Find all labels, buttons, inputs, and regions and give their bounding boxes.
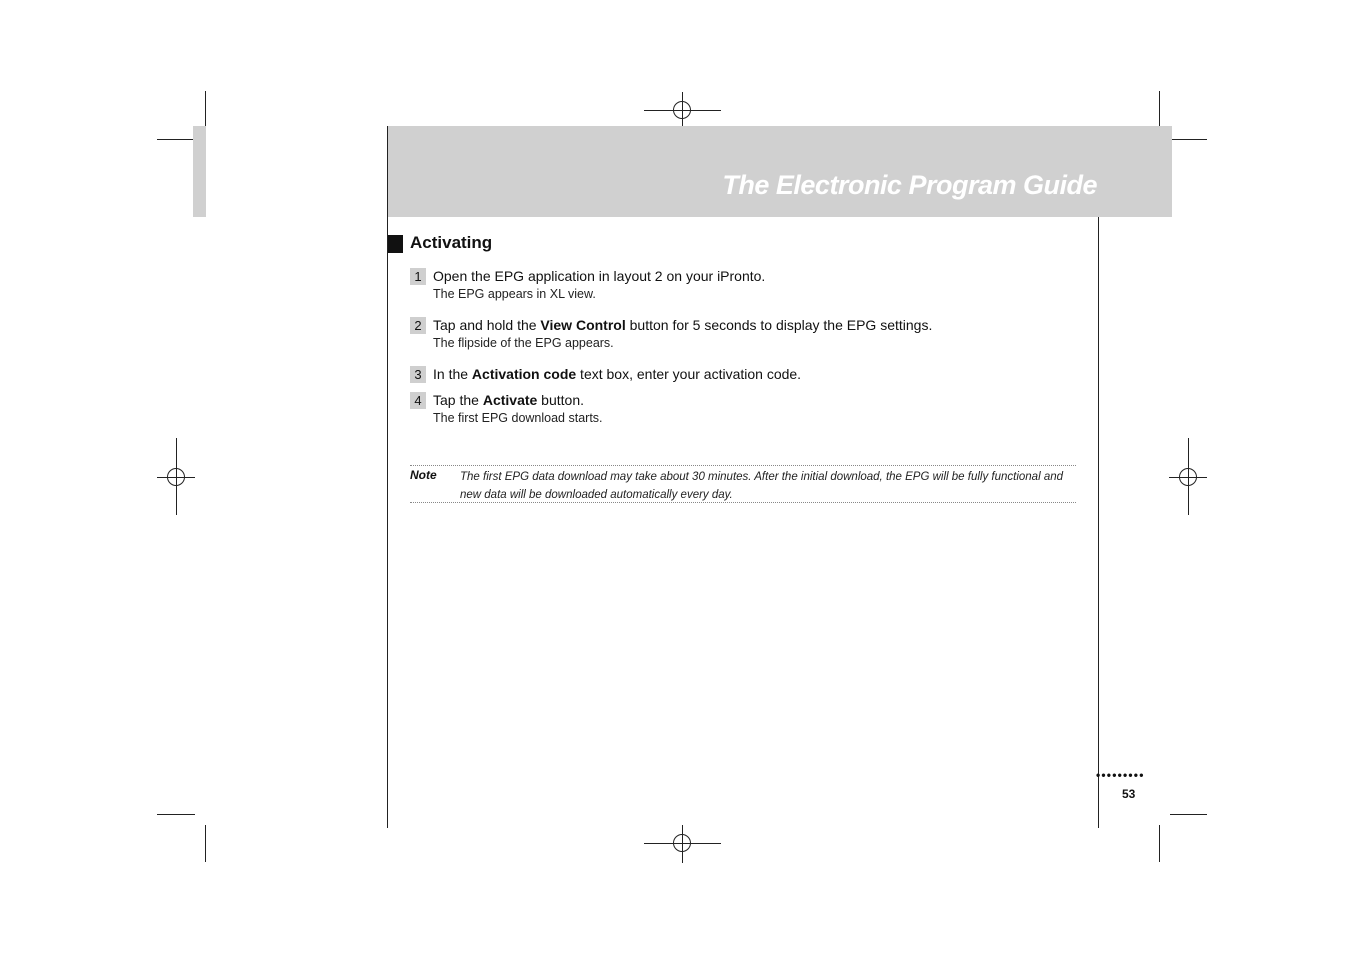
step-instruction: In the Activation code text box, enter your activation code. [433, 366, 802, 382]
header-band [388, 126, 1172, 217]
crop-mark [157, 139, 195, 140]
registration-circle-icon [167, 468, 185, 486]
step-instruction: Tap the Activate button. [433, 392, 584, 408]
step-instruction: Tap and hold the View Control button for 5 seconds to display the EPG settings. [433, 317, 933, 333]
section-title: Activating [410, 233, 493, 252]
ui-term: Activation code [471, 366, 577, 382]
registration-circle-icon [673, 834, 691, 852]
crop-mark [1170, 139, 1207, 140]
step-result: The flipside of the EPG appears. [433, 336, 614, 350]
crop-mark [205, 825, 206, 862]
crop-mark [205, 91, 206, 129]
step-instruction: Open the EPG application in layout 2 on your iPronto. [433, 268, 766, 284]
note-text: The first EPG data download may take about 30 minutes. After the initial download, the EPG will be fully functional and new data will be downloaded automatically every day. [460, 471, 1064, 501]
registration-circle-icon [1179, 468, 1197, 486]
page-title: The Electronic Program Guide [722, 170, 1097, 200]
page-dots: ••••••••• [1096, 768, 1145, 782]
section-marker [388, 235, 403, 253]
page-number: 53 [1122, 787, 1136, 801]
note-box [410, 465, 1076, 503]
ui-term: Activate [482, 392, 538, 408]
crop-mark [1159, 91, 1160, 129]
page-left-rule [387, 126, 388, 828]
page-right-rule [1098, 217, 1099, 828]
step-number: 2 [410, 317, 426, 334]
crop-mark [1159, 825, 1160, 862]
note-label: Note [410, 468, 437, 482]
step-number: 3 [410, 366, 426, 383]
step-number: 1 [410, 268, 426, 285]
step-result: The EPG appears in XL view. [433, 287, 596, 301]
registration-circle-icon [673, 101, 691, 119]
crop-mark [157, 814, 195, 815]
step-result: The first EPG download starts. [433, 411, 603, 425]
side-tab [193, 126, 206, 217]
step-number: 4 [410, 392, 426, 409]
crop-mark [1170, 814, 1207, 815]
ui-term: View Control [540, 317, 626, 333]
